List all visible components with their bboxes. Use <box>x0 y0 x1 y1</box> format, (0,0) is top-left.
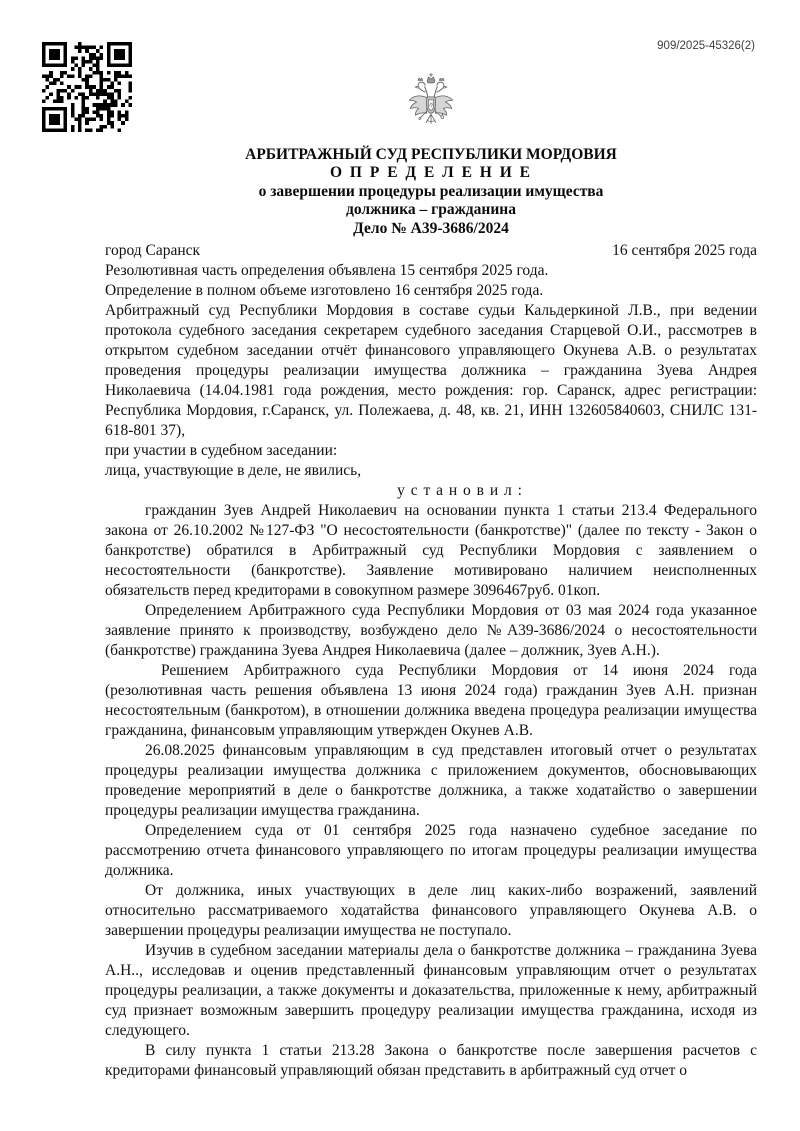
coat-of-arms-icon <box>402 71 460 145</box>
document-subtitle-line2: должника – гражданина <box>346 201 516 219</box>
dateline-date: 16 сентября 2025 года <box>612 242 757 260</box>
court-name: АРБИТРАЖНЫЙ СУД РЕСПУБЛИКИ МОРДОВИЯ <box>245 146 617 163</box>
ruling-word: у с т а н о в и л : <box>397 482 523 500</box>
paragraph-hearing-scheduled: Определением суда от 01 сентября 2025 года назначено судебное заседание по рассмотрению отчета финансового управляющего по итогам процедуры реализации имущества должника. <box>105 822 757 880</box>
paragraph-court-review: Изучив в судебном заседании материалы дела о банкротстве должника – гражданина Зуева А.Н.., исследовав и оценив представленный финансовым управляющим отчет о результатах процедуры реализации, а также документы и доказательства, приложенные к нему, арбитражный суд признает возможным завершить процедуру реализации имущества гражданина, исходя из следующего. <box>105 942 757 1040</box>
document-subtitle-line1: о завершении процедуры реализации имущества <box>258 182 604 200</box>
paragraph-no-objections: От должника, иных участвующих в деле лиц каких-либо возражений, заявлений относительно рассматриваемого ходатайства финансового управляющего Окунева А.В. о завершении процедуры реализации имущества не поступало. <box>105 882 757 940</box>
paragraph-bankruptcy-decision: Решением Арбитражного суда Республики Мордовия от 14 июня 2024 года (резолютивная часть решения объявлена 13 июня 2024 года) гражданин Зуев А.Н. признан несостоятельным (банкротом), в отношении должника введена процедура реализации имущества гражданина, финансовым управляющим утвержден Окунев А.В. <box>105 662 757 740</box>
paragraph-filing: гражданин Зуев Андрей Николаевич на основании пункта 1 статьи 213.4 Федерального закона от 26.10.2002 №127-ФЗ "О несостоятельности (банкротстве)" (далее по тексту - Закон о банкротстве) обратился в Арбитражный суд Республики Мордовия с заявлением о несостоятельности (банкротстве). Заявление мотивировано наличием неисполненных обязательств перед кредиторами в совокупном размере 3096467руб. 01коп. <box>105 502 757 600</box>
preamble: Арбитражный суд Республики Мордовия в составе судьи Кальдеркиной Л.В., при ведении протокола судебного заседания секретарем судебного заседания Старцевой О.И., рассмотрев в открытом судебном заседании отчёт финансового управляющего Окунева А.В. о результатах проведения процедуры реализации имущества должника – гражданина Зуева Андрея Николаевича (14.04.1981 года рождения, место рождения: гор. Саранск, адрес регистрации: Республика Мордовия, г.Саранск, ул. Полежаева, д. 48, кв. 21, ИНН 132605840603, СНИЛС 131-618-801 37), <box>105 302 757 440</box>
dateline-city: город Саранск <box>105 242 201 260</box>
paragraph-case-accepted: Определением Арбитражного суда Республики Мордовия от 03 мая 2024 года указанное заявление принято к производству, возбуждено дело №А39-3686/2024 о несостоятельности (банкротстве) гражданина Зуева Андрея Николаевича (далее – должник, Зуев А.Н.). <box>105 602 757 660</box>
full-text-made-line: Определение в полном объеме изготовлено 16 сентября 2025 года. <box>105 282 544 300</box>
document-number: 909/2025-45326(2) <box>657 40 755 52</box>
document-type-title: О П Р Е Д Е Л Е Н И Е <box>329 164 532 182</box>
resolution-announced-line: Резолютивная часть определения объявлена 15 сентября 2025 года. <box>105 262 549 280</box>
participation-absent-line: лица, участвующие в деле, не явились, <box>105 462 362 480</box>
participation-heading: при участии в судебном заседании: <box>105 442 338 460</box>
paragraph-final-report: 26.08.2025 финансовым управляющим в суд представлен итоговый отчет о результатах процедуры реализации имущества должника с приложением документов, обосновывающих проведение мероприятий в деле о банкротстве должника, а также ходатайство о завершении процедуры реализации имущества гражданина. <box>105 742 757 820</box>
paragraph-law-213-28: В силу пункта 1 статьи 213.28 Закона о банкротстве после завершения расчетов с кредиторами финансовый управляющий обязан представить в арбитражный суд отчет о <box>105 1042 757 1080</box>
case-number: Дело № А39-3686/2024 <box>353 219 509 237</box>
